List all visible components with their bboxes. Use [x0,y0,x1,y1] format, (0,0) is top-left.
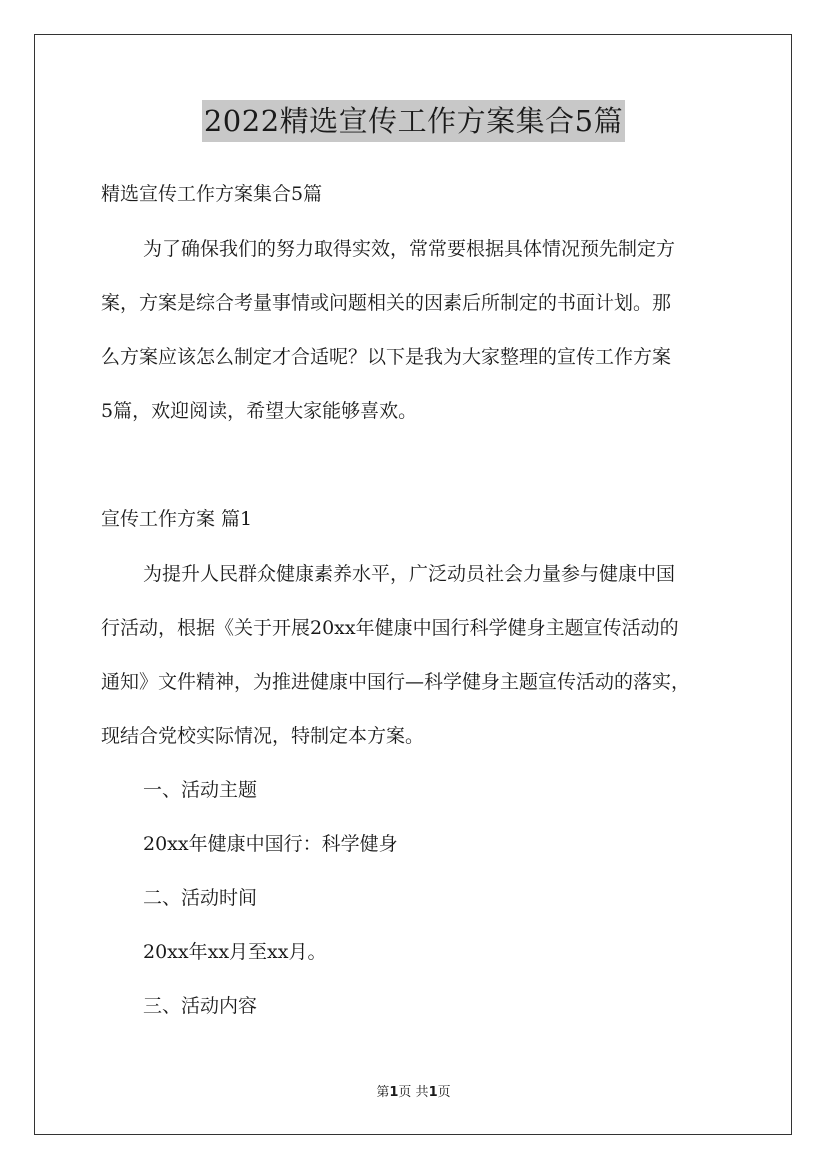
item-heading-content: 三、活动内容 [143,995,258,1017]
footer-total-pages: 1 [428,1085,438,1100]
intro-line-1: 为了确保我们的努力取得实效，常常要根据具体情况预先制定方 [143,238,676,260]
section-line-4: 现结合党校实际情况，特制定本方案。 [101,725,425,747]
footer-prefix: 第 [376,1085,390,1100]
section-line-3: 通知》文件精神，为推进健康中国行—科学健身主题宣传活动的落实， [101,671,691,693]
document-title: 2022精选宣传工作方案集合5篇 [202,100,625,142]
page-footer [0,1084,827,1102]
intro-line-2: 案，方案是综合考量事情或问题相关的因素后所制定的书面计划。那 [101,292,672,314]
title-container [0,100,827,142]
section-line-2: 行活动，根据《关于开展20xx年健康中国行科学健身主题宣传活动的 [101,617,679,639]
footer-middle: 页 共 [398,1085,429,1100]
footer-page-number: 1 [389,1085,399,1100]
section-line-1: 为提升人民群众健康素养水平，广泛动员社会力量参与健康中国 [143,563,676,585]
section-heading: 宣传工作方案 篇1 [101,508,253,530]
item-time-value: 20xx年xx月至xx月。 [143,941,327,963]
item-theme-value: 20xx年健康中国行：科学健身 [143,833,398,855]
footer-suffix: 页 [437,1085,451,1100]
document-subtitle: 精选宣传工作方案集合5篇 [101,183,323,205]
intro-line-4: 5篇，欢迎阅读，希望大家能够喜欢。 [101,400,418,422]
item-heading-theme: 一、活动主题 [143,779,258,801]
item-heading-time: 二、活动时间 [143,887,258,909]
intro-line-3: 么方案应该怎么制定才合适呢？以下是我为大家整理的宣传工作方案 [101,346,672,368]
